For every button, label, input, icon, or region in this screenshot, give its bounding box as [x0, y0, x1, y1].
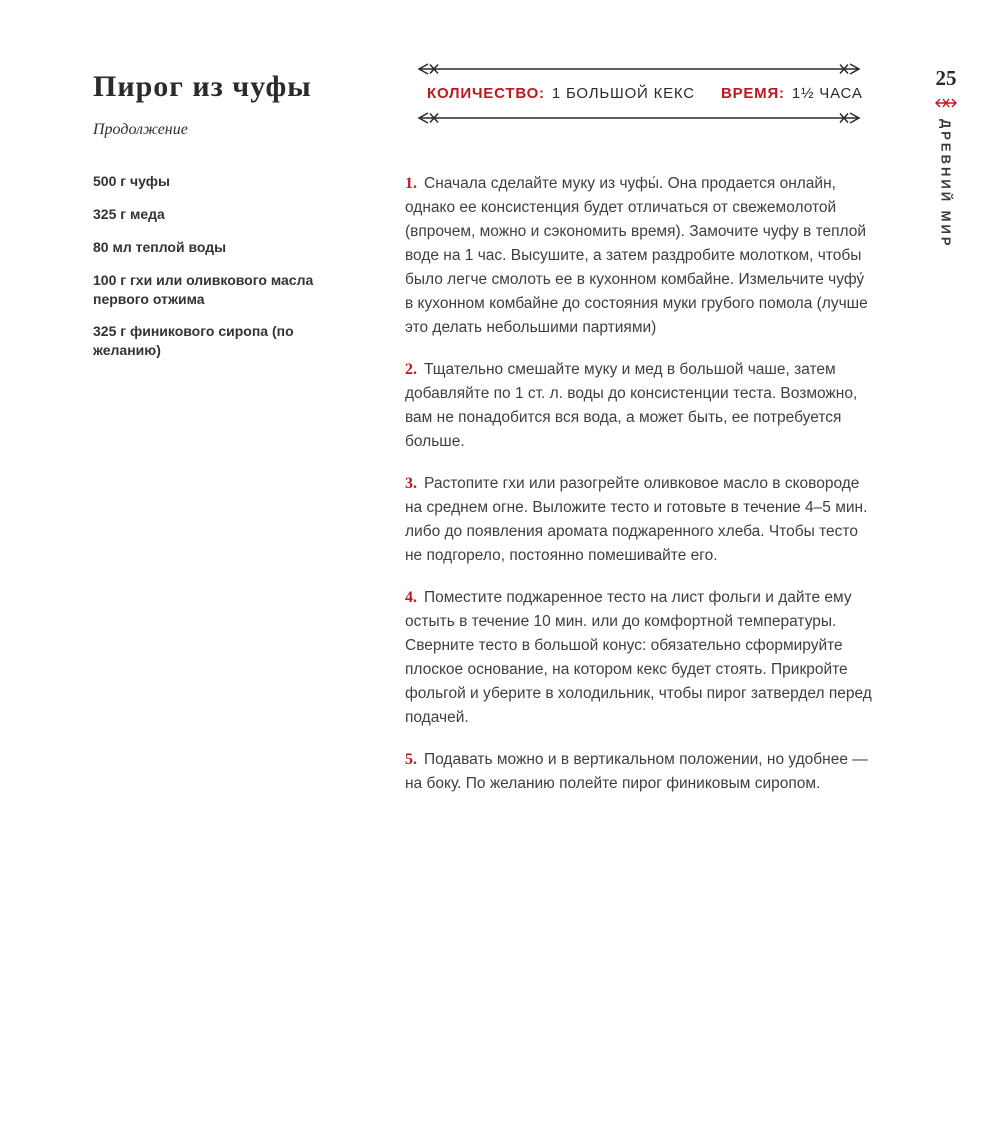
ingredient-item: 100 г гхи или оливкового масла первого отжима — [93, 271, 314, 307]
step-text: Тщательно смешайте муку и мед в большой чаше, затем добавляйте по 1 ст. л. воды до консистенции теста. Возможно, вам не понадобится вся вода, а может быть, ее потребуется больше. — [405, 361, 858, 450]
step-text: Поместите поджаренное тесто на лист фольги и дайте ему остыть в течение 10 мин. или до комфортной температуры. Сверните тесто в большой конус: обязательно сформируйте плоское основание, на котором кекс будет стоять. Прикройте фольгой и уберите в холодильник, чтобы пирог затвердел перед подачей. — [405, 589, 872, 726]
step-text: Подавать можно и в вертикальном положении, но удобнее — на боку. По желанию полейте пирог финиковым сиропом. — [405, 751, 868, 792]
ingredients-list — [93, 172, 338, 360]
instructions-list — [405, 172, 873, 796]
quantity-label: КОЛИЧЕСТВО: — [427, 85, 545, 102]
ingredient-item: 325 г финикового сиропа (по желанию) — [93, 323, 294, 359]
ingredient-item: 500 г чуфы — [93, 173, 170, 189]
instruction-step — [405, 358, 873, 454]
ingredient-item: 325 г меда — [93, 205, 165, 222]
step-text: Сначала сделайте муку из чуфы́. Она продается онлайн, однако ее консистенция будет отличаться от свежемолотой (впрочем, можно и сэкономить время). Замочите чуфу в теплой воде на 1 час. Высушите, а затем раздробите молотком, чтобы было легче смолоть ее в кухонном комбайне. Измельчите чуфу́ в кухонном комбайне до состояния муки грубого помола (лучше это делать небольшими партиями) — [405, 175, 868, 336]
main-column — [405, 62, 873, 814]
step-number: 4. — [405, 589, 417, 606]
arrow-divider-icon — [405, 62, 873, 76]
arrow-divider-icon — [405, 111, 873, 125]
time-label: ВРЕМЯ: — [720, 85, 785, 102]
arrow-ornament-icon — [934, 97, 958, 109]
page-number: 25 — [935, 66, 957, 90]
page-subtitle: Продолжение — [93, 121, 188, 138]
step-text: Растопите гхи или разогрейте оливковое масло в сковороде на среднем огне. Выложите тесто и готовьте в течение 4–5 мин. либо до появления аромата поджаренного хлеба. Чтобы тесто не подгорело, постоянно помешивайте его. — [405, 475, 868, 564]
instruction-step — [405, 586, 873, 730]
section-label: ДРЕВНИЙ МИР — [938, 119, 954, 249]
recipe-meta — [405, 76, 873, 111]
page-margin-sidebar — [924, 66, 968, 249]
instruction-step — [405, 472, 873, 568]
quantity-value: 1 БОЛЬШОЙ КЕКС — [551, 85, 695, 102]
left-column — [93, 70, 338, 374]
time-value: 1½ ЧАСА — [791, 85, 863, 102]
instruction-step — [405, 748, 873, 796]
step-number: 3. — [405, 475, 417, 492]
page-title: Пирог из чуфы — [93, 70, 312, 103]
step-number: 2. — [405, 361, 417, 378]
instruction-step — [405, 172, 873, 340]
step-number: 1. — [405, 175, 417, 192]
ingredient-item: 80 мл теплой воды — [93, 238, 227, 255]
step-number: 5. — [405, 751, 417, 768]
